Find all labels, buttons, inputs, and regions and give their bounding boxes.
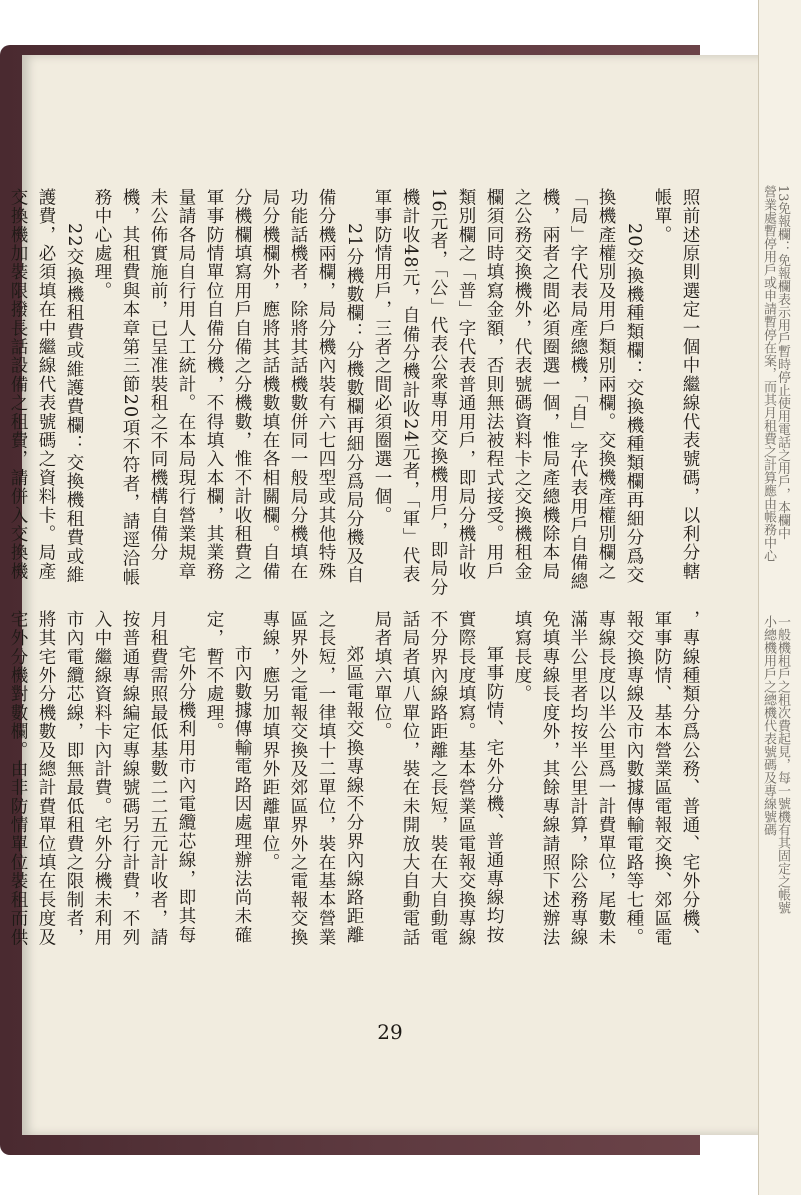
paragraph: ，專線種類分爲公務、普通、宅外分機、軍事防情、基本營業區電報交換、郊區電報交換專線及市內數據傳輸電路等七種。專線長度以半公里爲一計費單位，尾數未滿半公里者均按半公里計算，除公務專線免填專線長度外，其餘專線請照下述辦法填寫長度。 [512, 610, 700, 947]
paragraph: 20交換機種類欄：交換機種類欄再細分爲交換機產權別及用戶類別兩欄。交換機產權別欄之「局」字代表局產總機，「自」字代表用戶自備總機，兩者之間必須圈選一個，惟局產總機除本局之公務交換機外，代表號碼資料卡之交換機租金欄須同時填寫金額，否則無法被程式接受。用戶類別欄之「普」字代表普通用戶，即局分機計收16元者，「公」代表公衆專用交換機用戶，即局分機計收48元，自備分機計收24元者，「軍」代表軍事防情用戶，三者之間必須圈選一個。 [372, 188, 644, 597]
adjacent-page-column: 一般機租戶之租次費起見，每一號機有其固定之帳號 [775, 615, 790, 914]
paragraph: 軍事防情、宅外分機、普通專線均按實際長度填寫。基本營業區電報交換專線不分界內線路距離之長短，裝在大自動電話局者填八單位，裝在未開放大自動電話局者填六單位。 [372, 610, 504, 947]
paragraph: 21分機數欄：分機數欄再細分爲局分機及自備分機兩欄，局分機內裝有六七四型或其他特殊功能話機者，除將其話機數併同一般局分機填在局分機欄外，應將其話機數填在各相關欄。自備分機欄填寫用戶自備之分機數，惟不計收租費之軍事防情單位自備分機，不得填入本欄，其業務量請各局自行用人工統計。在本局現行營業規章未公佈實施前，已呈准裝租之不同機構自備分機，其租費與本章第三節20項不符者，請逕洽帳務中心處理。 [92, 188, 364, 587]
adjacent-page-column: 13免報欄：免報欄表示用戶暫時停止使用電話之用戶，本欄中 [775, 185, 790, 540]
paragraph: 22交換機租費或維護費欄：交換機租費或維護費，必須填在中繼線代表號碼之資料卡。局產交換機加裝限撥長話設備之租費，請併入交換機 [8, 188, 84, 585]
paragraph: 郊區電報交換專線不分界內線路距離之長短，一律填十二單位，裝在基本營業區界外之電報交換及郊區界外之電報交換專線，應另加填界外距離單位。 [260, 610, 364, 947]
adjacent-page-column: 小總機用戶之總機代表號碼及專線號碼 [761, 615, 776, 836]
paragraph: 照前述原則選定一個中繼線代表號碼，以利分轄帳單。 [652, 188, 700, 581]
page-number: 29 [377, 1020, 403, 1044]
adjacent-page-column: 營業處暫停用戶或申請暫停在案，而其月租費之計算應由帳務中心 [761, 185, 776, 562]
paragraph: 宅外分機利用市內電纜芯線，即其每月租費需照最低基數二二五元計收者，請按普通專線編定專線號碼另行計費，不列入中繼線資料卡內計費。宅外分機未利用市內電纜芯線，即無最低租費之限制者，將其宅外分機數及總計費單位填在長度及宅外分機對數欄。由非防情單位裝租而供 [8, 610, 196, 947]
lower-text-block [8, 610, 704, 960]
adjacent-page-edge [758, 0, 801, 1195]
paragraph: 市內數據傳輸電路因處理辦法尚未確定，暫不處理。 [204, 610, 252, 945]
upper-text-block [8, 188, 704, 598]
